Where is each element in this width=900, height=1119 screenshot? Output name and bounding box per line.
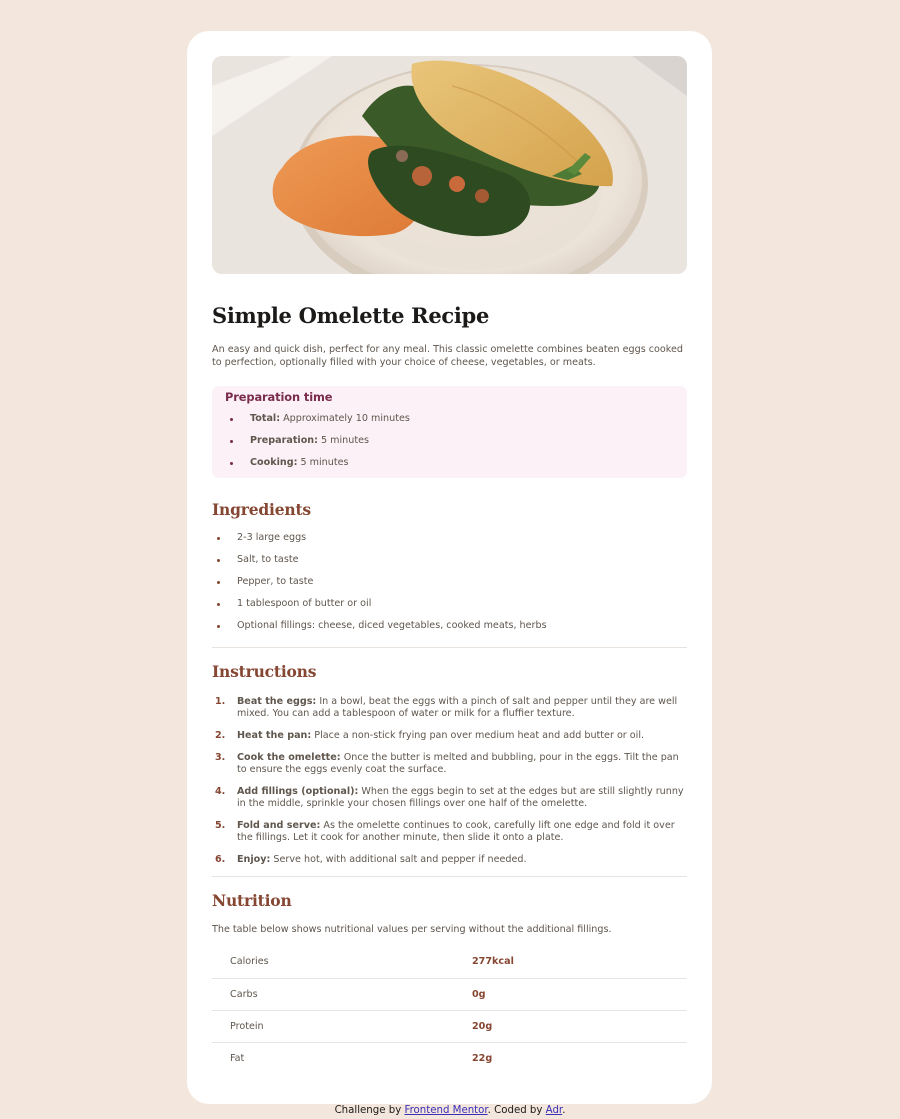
nutrient-value: 277kcal: [472, 946, 687, 978]
instruction-step: [212, 730, 687, 742]
step-label: Cook the omelette:: [237, 752, 341, 764]
attribution-footer: [0, 1105, 900, 1116]
step-number: 4.: [215, 786, 226, 798]
ingredients-list: [212, 532, 687, 632]
step-label: Beat the eggs:: [237, 696, 317, 708]
instruction-step: [212, 752, 687, 776]
instruction-step: [212, 696, 687, 720]
preparation-item: [225, 435, 674, 447]
recipe-title: Simple Omelette Recipe: [212, 303, 490, 328]
nutrient-name: Protein: [212, 1010, 472, 1042]
step-text: Serve hot, with additional salt and pepper if needed.: [273, 854, 527, 866]
attribution-middle: . Coded by: [487, 1105, 546, 1116]
recipe-card: [187, 31, 712, 1104]
preparation-item-label: Preparation:: [250, 435, 318, 447]
nutrition-table: [212, 946, 687, 1074]
instructions-list: [212, 696, 687, 866]
step-number: 6.: [215, 854, 226, 866]
preparation-item-label: Cooking:: [250, 457, 298, 469]
nutrient-value: 22g: [472, 1052, 493, 1064]
nutrition-description: The table below shows nutritional values per serving without the additional fillings.: [212, 924, 612, 936]
nutrient-name: Calories: [212, 946, 472, 978]
ingredient-item: 1 tablespoon of butter or oil: [212, 598, 687, 610]
preparation-item-label: Total:: [250, 413, 281, 425]
step-label: Heat the pan:: [237, 730, 312, 742]
ingredient-item: Salt, to taste: [212, 554, 687, 566]
recipe-intro: An easy and quick dish, perfect for any meal. This classic omelette combines beaten eggs cooked to perfection, optionally filled with your choice of cheese, vegetables, or meats.: [212, 344, 683, 368]
nutrient-value: 0g: [472, 978, 687, 1010]
step-label: Enjoy:: [237, 854, 271, 866]
frontend-mentor-link[interactable]: Frontend Mentor: [404, 1105, 488, 1116]
attribution-prefix: Challenge by: [334, 1105, 405, 1116]
preparation-list: [225, 413, 674, 469]
step-number: 3.: [215, 752, 226, 764]
omelette-plate-image: [212, 56, 687, 274]
divider: [212, 647, 687, 648]
step-text: Once the butter is melted and bubbling, pour in the eggs. Tilt the pan to ensure the eggs evenly coat the surface.: [237, 752, 679, 776]
instruction-step: [212, 820, 687, 844]
preparation-time-panel: [212, 386, 687, 478]
omelette-illustration: [212, 56, 687, 274]
ingredient-item: Optional fillings: cheese, diced vegetables, cooked meats, herbs: [212, 620, 687, 632]
instructions-heading: Instructions: [212, 662, 317, 682]
step-text: Place a non-stick frying pan over medium heat and add butter or oil.: [314, 730, 645, 742]
step-number: 1.: [215, 696, 226, 708]
divider: [212, 876, 687, 877]
step-text: When the eggs begin to set at the edges but are still slightly runny in the middle, sprinkle your chosen fillings over one half of the omelette.: [237, 786, 684, 810]
table-row: [212, 1010, 687, 1042]
attribution-suffix: .: [562, 1105, 566, 1116]
instructions-section: [212, 662, 687, 866]
preparation-item-text: Approximately 10 minutes: [283, 413, 410, 425]
ingredients-section: [212, 500, 687, 632]
preparation-heading: Preparation time: [225, 390, 333, 405]
ingredients-heading: Ingredients: [212, 500, 311, 520]
step-label: Fold and serve:: [237, 820, 321, 832]
preparation-item: [225, 413, 674, 425]
table-row: [212, 946, 687, 978]
ingredient-item: Pepper, to taste: [212, 576, 687, 588]
preparation-item-text: 5 minutes: [321, 435, 370, 447]
preparation-item: [225, 457, 674, 469]
nutrient-name: Carbs: [212, 978, 472, 1010]
nutrition-section: [212, 891, 687, 1074]
nutrient-name: Fat: [230, 1052, 245, 1064]
instruction-step: [212, 854, 687, 866]
instruction-step: [212, 786, 687, 810]
nutrition-heading: Nutrition: [212, 891, 292, 911]
table-row: [212, 978, 687, 1010]
step-label: Add fillings (optional):: [237, 786, 359, 798]
nutrient-value: 20g: [472, 1010, 687, 1042]
preparation-item-text: 5 minutes: [300, 457, 349, 469]
step-number: 2.: [215, 730, 226, 742]
ingredient-item: 2-3 large eggs: [212, 532, 687, 544]
author-link[interactable]: Adr: [545, 1105, 563, 1116]
step-text: In a bowl, beat the eggs with a pinch of salt and pepper until they are well mixed. You can add a tablespoon of water or milk for a fluffier texture.: [237, 696, 678, 720]
table-row: [212, 1042, 687, 1074]
step-number: 5.: [215, 820, 226, 832]
step-text: As the omelette continues to cook, carefully lift one edge and fold it over the fillings. Let it cook for another minute, then slide it onto a plate.: [237, 820, 675, 844]
